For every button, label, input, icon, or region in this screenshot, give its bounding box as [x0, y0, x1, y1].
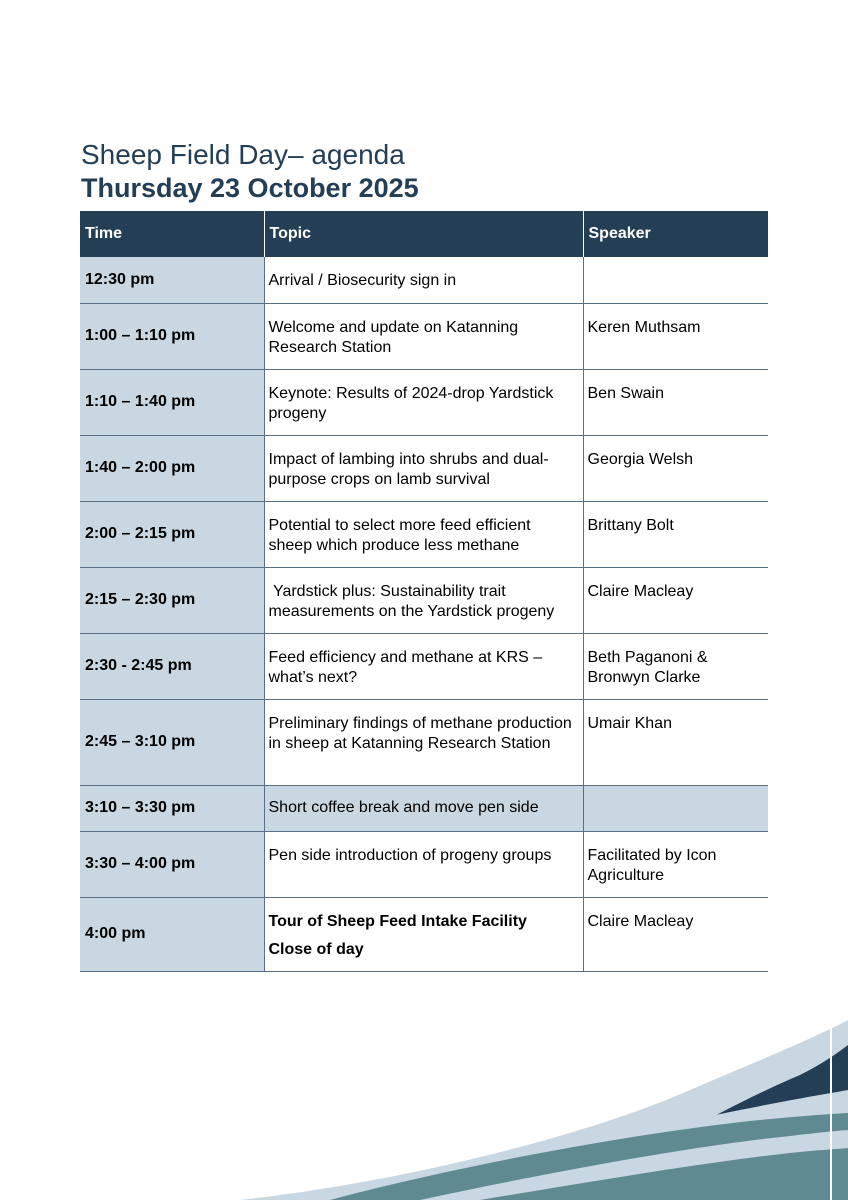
decorative-waves — [0, 1020, 848, 1200]
header-speaker: Speaker — [583, 211, 768, 257]
topic-cell: Keynote: Results of 2024-drop Yardstick progeny — [264, 369, 583, 435]
speaker-cell: Ben Swain — [583, 369, 768, 435]
time-cell: 2:45 – 3:10 pm — [80, 699, 264, 785]
speaker-cell: Facilitated by Icon Agriculture — [583, 831, 768, 897]
speaker-cell: Brittany Bolt — [583, 501, 768, 567]
time-cell: 4:00 pm — [80, 897, 264, 971]
time-cell: 1:40 – 2:00 pm — [80, 435, 264, 501]
title-block — [81, 138, 419, 204]
topic-cell: Potential to select more feed efficient sheep which produce less methane — [264, 501, 583, 567]
time-cell: 3:10 – 3:30 pm — [80, 785, 264, 831]
topic-cell: Arrival / Biosecurity sign in — [264, 257, 583, 303]
time-cell: 12:30 pm — [80, 257, 264, 303]
topic-cell: Welcome and update on Katanning Research Station — [264, 303, 583, 369]
table-row — [80, 633, 768, 699]
table-row — [80, 699, 768, 785]
speaker-cell — [583, 257, 768, 303]
topic-cell: Preliminary findings of methane production in sheep at Katanning Research Station — [264, 699, 583, 785]
wave-right-edge — [830, 1020, 832, 1200]
page-title: Sheep Field Day– agenda — [81, 139, 405, 170]
speaker-cell: Umair Khan — [583, 699, 768, 785]
time-cell: 2:15 – 2:30 pm — [80, 567, 264, 633]
table-row — [80, 435, 768, 501]
table-row — [80, 257, 768, 303]
topic-close: Close of day — [268, 940, 364, 958]
speaker-cell: Georgia Welsh — [583, 435, 768, 501]
speaker-cell — [583, 785, 768, 831]
topic-cell: Yardstick plus: Sustainability trait measurements on the Yardstick progeny — [264, 567, 583, 633]
table-row — [80, 501, 768, 567]
table-row — [80, 897, 768, 971]
time-cell: 1:00 – 1:10 pm — [80, 303, 264, 369]
header-time: Time — [80, 211, 264, 257]
speaker-cell: Keren Muthsam — [583, 303, 768, 369]
event-date: Thursday 23 October 2025 — [81, 173, 419, 203]
table-row — [80, 303, 768, 369]
agenda-table — [80, 211, 768, 972]
topic-cell: Pen side introduction of progeny groups — [264, 831, 583, 897]
topic-cell: Short coffee break and move pen side — [264, 785, 583, 831]
topic-cell — [264, 897, 583, 971]
table-row — [80, 369, 768, 435]
speaker-cell: Beth Paganoni & Bronwyn Clarke — [583, 633, 768, 699]
header-topic: Topic — [264, 211, 583, 257]
speaker-cell: Claire Macleay — [583, 897, 768, 971]
time-cell: 3:30 – 4:00 pm — [80, 831, 264, 897]
topic-cell: Impact of lambing into shrubs and dual-purpose crops on lamb survival — [264, 435, 583, 501]
time-cell: 2:30 - 2:45 pm — [80, 633, 264, 699]
topic-cell: Feed efficiency and methane at KRS – what’s next? — [264, 633, 583, 699]
table-row — [80, 831, 768, 897]
time-cell: 2:00 – 2:15 pm — [80, 501, 264, 567]
table-header-row — [80, 211, 768, 257]
table-row-break — [80, 785, 768, 831]
topic-tour: Tour of Sheep Feed Intake Facility — [268, 912, 527, 930]
speaker-cell: Claire Macleay — [583, 567, 768, 633]
table-row — [80, 567, 768, 633]
time-cell: 1:10 – 1:40 pm — [80, 369, 264, 435]
